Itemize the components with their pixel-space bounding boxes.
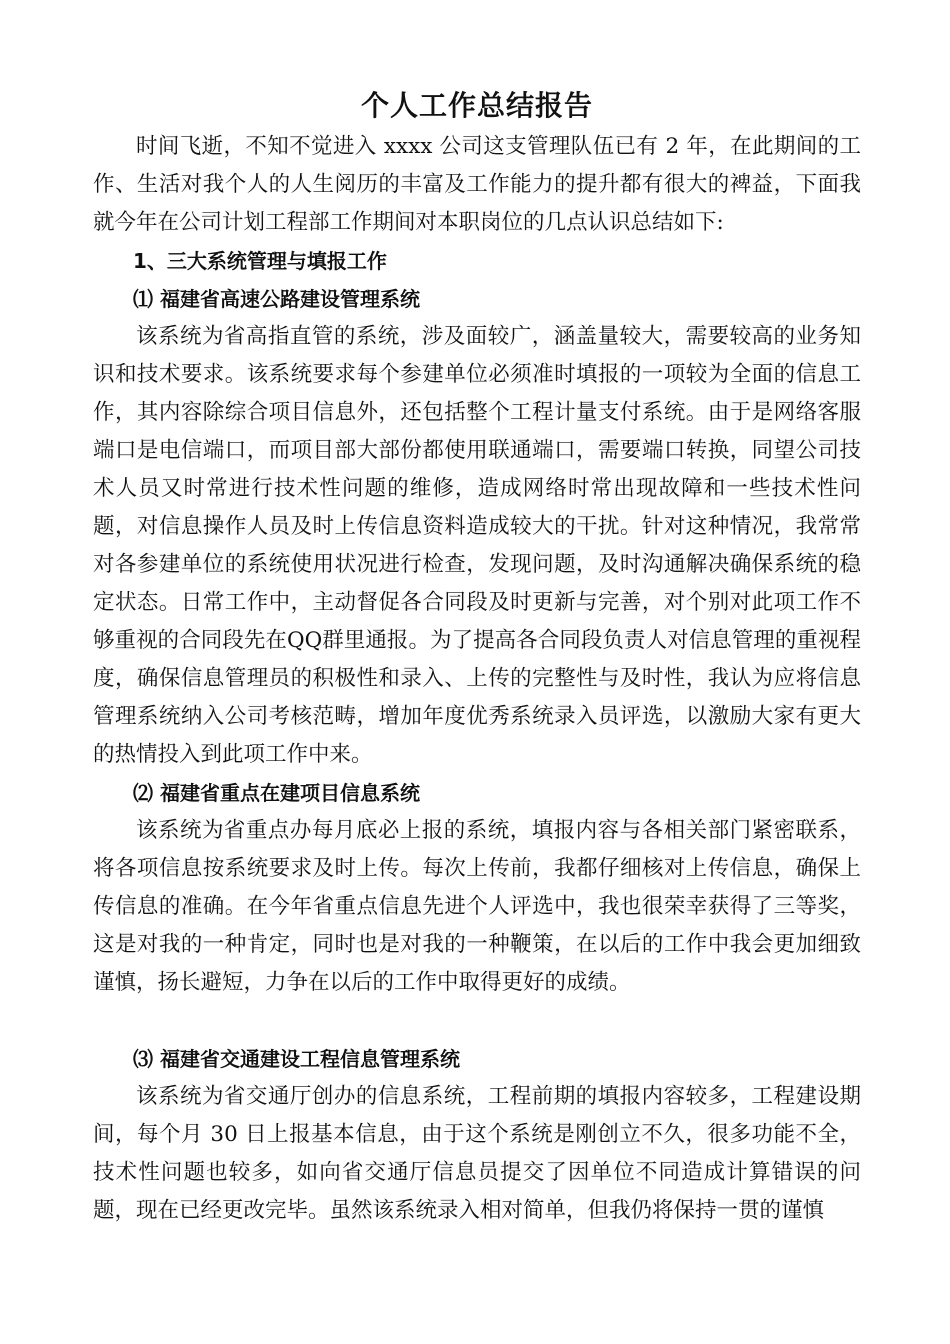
subsection-heading: ⑶ 福建省交通建设工程信息管理系统 bbox=[133, 1047, 460, 1071]
blank-line bbox=[93, 1002, 861, 1040]
subsection-heading: ⑴ 福建省高速公路建设管理系统 bbox=[133, 287, 420, 311]
subsection-heading: ⑵ 福建省重点在建项目信息系统 bbox=[133, 781, 420, 805]
body-paragraph: 该系统为省高指直管的系统，涉及面较广，涵盖量较大，需要较高的业务知识和技术要求。该系统要求每个参建单位必须准时填报的一项较为全面的信息工作，其内容除综合项目信息外，还包括整个工程计量支付系统。由于是网络客服端口是电信端口，而项目部大部份都使用联通端口，需要端口转换，同望公司技术人员又时常进行技术性问题的维修，造成网络时常出现故障和一些技术性问题，对信息操作人员及时上传信息资料造成较大的干扰。针对这种情况，我常常对各参建单位的系统使用状况进行检查，发现问题，及时沟通解决确保系统的稳定状态。日常工作中，主动督促各合同段及时更新与完善，对个别对此项工作不够重视的合同段先在QQ群里通报。为了提高各合同段负责人对信息管理的重视程度，确保信息管理员的积极性和录入、上传的完整性与及时性，我认为应将信息管理系统纳入公司考核范畴，增加年度优秀系统录入员评选，以激励大家有更大的热情投入到此项工作中来。 bbox=[93, 324, 861, 767]
section-heading: 1、三大系统管理与填报工作 bbox=[133, 249, 387, 273]
intro-paragraph: 时间飞逝，不知不觉进入 xxxx 公司这支管理队伍已有 2 年，在此期间的工作、生活对我个人的人生阅历的丰富及工作能力的提升都有很大的裨益，下面我就今年在公司计划工程部工作期间对本职岗位的几点认识总结如下: bbox=[93, 134, 861, 235]
body-paragraph: 该系统为省重点办每月底必上报的系统，填报内容与各相关部门紧密联系，将各项信息按系统要求及时上传。每次上传前，我都仔细核对上传信息，确保上传信息的准确。在今年省重点信息先进个人评选中，我也很荣幸获得了三等奖，这是对我的一种肯定，同时也是对我的一种鞭策，在以后的工作中我会更加细致谨慎，扬长避短，力争在以后的工作中取得更好的成绩。 bbox=[93, 818, 861, 995]
document-title: 个人工作总结报告 bbox=[360, 89, 593, 122]
body-paragraph: 该系统为省交通厅创办的信息系统，工程前期的填报内容较多，工程建设期间，每个月 30 日上报基本信息，由于这个系统是刚创立不久，很多功能不全，技术性问题也较多，如向省交通厅信息员提交了因单位不同造成计算错误的问题，现在已经更改完毕。虽然该系统录入相对简单，但我仍将保持一贯的谨慎 bbox=[93, 1084, 861, 1223]
document-page bbox=[93, 84, 861, 1230]
